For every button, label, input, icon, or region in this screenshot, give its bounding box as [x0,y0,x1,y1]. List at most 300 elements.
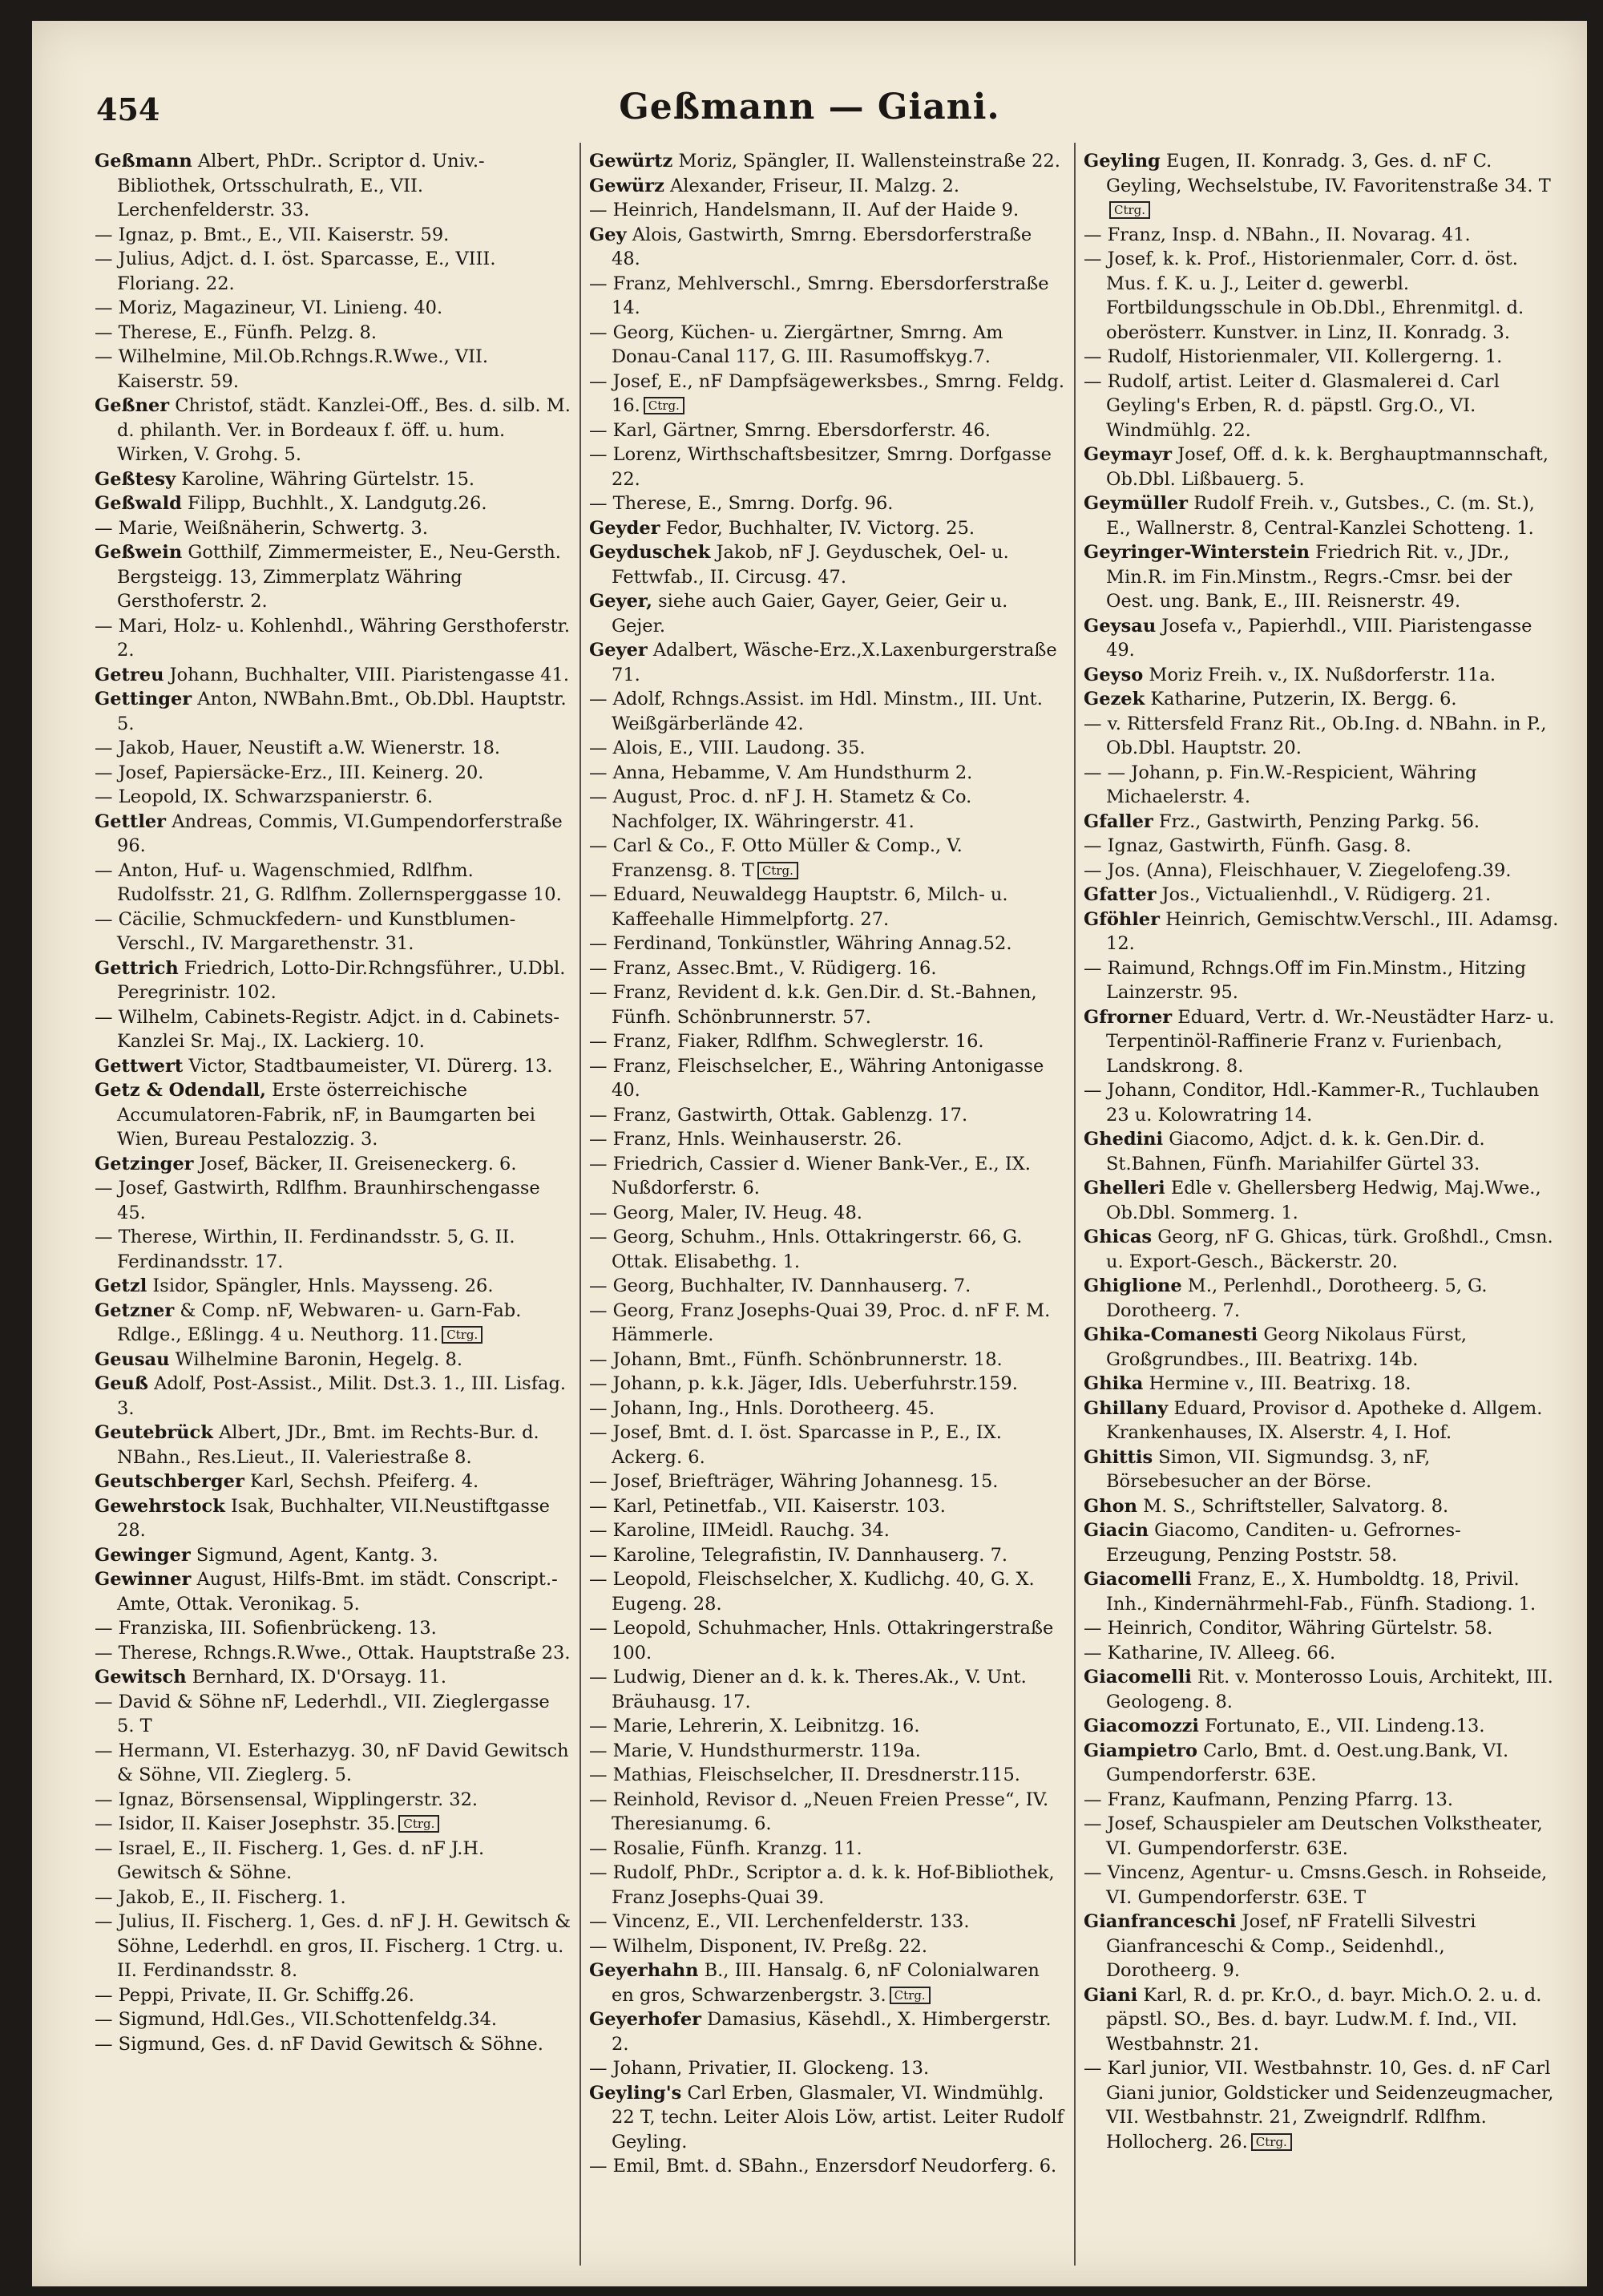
entry-details: — Heinrich, Conditor, Währing Gürtelstr. 58. [1084,1618,1493,1639]
entry-details: — Peppi, Private, II. Gr. Schiffg.26. [95,1984,414,2006]
entry-details: Carlo, Bmt. d. Oest.ung.Bank, VI. Gumpendorferstr. 63E. [1106,1740,1509,1785]
entry-details: — Therese, Wirthin, II. Ferdinandsstr. 5, G. II. Ferdinandsstr. 17. [95,1227,515,1272]
entry-details: — Karoline, IIMeidl. Rauchg. 34. [589,1520,890,1541]
directory-entry [589,516,1066,541]
entry-details: — Franz, Insp. d. NBahn., II. Novarag. 41. [1084,224,1471,245]
directory-entry [1084,1861,1561,1910]
directory-entry [589,1763,1066,1788]
directory-entry [95,1299,571,1348]
directory-entry [589,1958,1066,2007]
directory-entry [95,1152,571,1177]
entry-details: — Therese, E., Smrng. Dorfg. 96. [589,493,894,514]
entry-details: — Wilhelmine, Mil.Ob.Rchngs.R.Wwe., VII. Kaiserstr. 59. [95,346,489,392]
entry-details: — Hermann, VI. Esterhazyg. 30, nF David Gewitsch & Söhne, VII. Zieglerg. 5. [95,1740,569,1785]
directory-entry [1084,1445,1561,1494]
directory-entry [1084,859,1561,883]
entry-surname: Gianfranceschi [1084,1911,1237,1932]
directory-entry [589,1152,1066,1201]
directory-entry [589,1372,1066,1397]
entry-details: Eugen, II. Konradg. 3, Ges. d. nF C. Geyling, Wechselstube, IV. Favoritenstraße 34. T [1106,151,1551,196]
directory-entry [1084,1372,1561,1397]
entry-details: siehe auch Gaier, Gayer, Geier, Geir u. Gejer. [612,591,1008,637]
column-2 [589,149,1066,2266]
directory-entry [589,1299,1066,1348]
entry-details: — Lorenz, Wirthschaftsbesitzer, Smrng. Dorfgasse 22. [589,444,1052,490]
entry-details: Josef, nF Fratelli Silvestri Gianfranceschi & Comp., Seidenhdl., Dorotheerg. 9. [1106,1911,1476,1981]
directory-entry [589,1225,1066,1274]
directory-entry [1084,883,1561,907]
entry-surname: Gewinner [95,1569,192,1590]
entry-details: — Therese, E., Fünfh. Pelzg. 8. [95,321,377,343]
entry-details: Adalbert, Wäsche-Erz.,X.Laxenburgerstraße 71. [612,640,1057,685]
entry-details: Albert, PhDr.. Scriptor d. Univ.-Bibliothek, Ortsschulrath, E., VII. Lerchenfelderstr. 33. [117,151,485,220]
entry-details: — David & Söhne nF, Lederhdl., VII. Zieglergasse 5. T [95,1691,550,1736]
directory-columns [95,149,1585,2266]
entry-details: — Sigmund, Hdl.Ges., VII.Schottenfeldg.34. [95,2009,498,2030]
directory-entry [95,1348,571,1372]
directory-entry [95,1372,571,1421]
directory-entry [95,1469,571,1494]
entry-surname: Geßmann [95,151,192,172]
entry-details: Giacomo, Canditen- u. Gefrornes-Erzeugung, Penzing Poststr. 58. [1106,1520,1461,1566]
directory-entry [589,1910,1066,1934]
entry-details: — Franz, Kaufmann, Penzing Pfarrg. 13. [1084,1789,1454,1810]
entry-surname: Ghon [1084,1495,1137,1517]
directory-entry [95,1788,571,1813]
directory-entry [95,1176,571,1225]
entry-details: — Franz, Fleischselcher, E., Währing Antonigasse 40. [589,1055,1044,1101]
directory-entry [1084,907,1561,956]
entry-details: Josef, Bäcker, II. Greiseneckerg. 6. [193,1153,517,1174]
entry-details: — Ignaz, p. Bmt., E., VII. Kaiserstr. 59. [95,224,450,245]
directory-entry [1084,1616,1561,1641]
entry-details: — Vincenz, Agentur- u. Cmsns.Gesch. in Rohseide, VI. Gumpendorferstr. 63E. T [1084,1862,1548,1908]
entry-details: — Israel, E., II. Fischerg. 1, Ges. d. nF J.H. Gewitsch & Söhne. [95,1837,485,1883]
entry-details: — Josef, Briefträger, Währing Johannesg. 15. [589,1471,999,1492]
entry-details: — Franziska, III. Sofienbrückeng. 13. [95,1618,437,1639]
entry-details: — Marie, Weißnäherin, Schwertg. 3. [95,517,429,539]
entry-details: — Mathias, Fleischselcher, II. Dresdnerstr.115. [589,1764,1020,1785]
directory-entry [95,516,571,541]
directory-entry [1084,810,1561,835]
entry-details: — Eduard, Neuwaldegg Hauptstr. 6, Milch- u. Kaffeehalle Himmelpfortg. 27. [589,884,1008,930]
entry-details: — Ignaz, Gastwirth, Fünfh. Gasg. 8. [1084,835,1411,856]
entry-details: — Josef, Gastwirth, Rdlfhm. Braunhirschengasse 45. [95,1178,540,1223]
entry-details: August, Hilfs-Bmt. im städt. Conscript.-Amte, Ottak. Veronikag. 5. [117,1569,558,1615]
directory-entry [1084,1397,1561,1445]
entry-surname: Ghicas [1084,1227,1153,1247]
entry-details: — Johann, Conditor, Hdl.-Kammer-R., Tuchlauben 23 u. Kolowratring 14. [1084,1080,1540,1126]
entry-details: — Carl & Co., F. Otto Müller & Comp., V. Franzensg. 8. T [589,835,963,881]
entry-details: Georg Nikolaus Fürst, Großgrundbes., III. Beatrixg. 14b. [1106,1324,1467,1370]
entry-surname: Geßwald [95,493,182,514]
entry-surname: Geyer [589,640,648,661]
entry-surname: Gfatter [1084,884,1157,905]
telephone-mark: Ctrg. [442,1326,483,1344]
directory-entry [95,1225,571,1274]
entry-surname: Geusau [95,1348,170,1370]
directory-entry [1084,687,1561,712]
entry-details: — Adolf, Rchngs.Assist. im Hdl. Minstm., III. Unt. Weißgärberlände 42. [589,689,1043,734]
directory-entry [589,1421,1066,1469]
directory-entry [589,1714,1066,1739]
directory-entry [589,1665,1066,1714]
directory-entry [1084,1788,1561,1813]
entry-details: — Therese, Rchngs.R.Wwe., Ottak. Hauptstraße 23. [95,1642,571,1663]
directory-entry [95,785,571,810]
directory-entry [1084,247,1561,345]
entry-details: Friedrich Rit. v., JDr., Min.R. im Fin.Minstm., Regrs.-Cmsr. bei der Oest. ung. Bank, E., III. Reisnerstr. 49. [1106,542,1512,612]
directory-entry [1084,663,1561,688]
entry-surname: Gey [589,224,627,245]
entry-details: Adolf, Post-Assist., Milit. Dst.3. 1., III. Lisfag. 3. [117,1373,566,1419]
entry-details: Jakob, nF J. Geyduschek, Oel- u. Fettwfab., II. Circusg. 47. [612,542,1009,588]
directory-entry [589,883,1066,932]
entry-details: Josefa v., Papierhdl., VIII. Piaristengasse 49. [1106,615,1532,661]
directory-entry [95,1739,571,1788]
entry-details: — Leopold, Schuhmacher, Hnls. Ottakringerstraße 100. [589,1618,1054,1663]
directory-entry [95,810,571,859]
entry-details: Johann, Buchhalter, VIII. Piaristengasse 41. [164,664,569,685]
entry-details: — Friedrich, Cassier d. Wiener Bank-Ver., E., IX. Nußdorferstr. 6. [589,1153,1031,1199]
entry-surname: Giacomelli [1084,1667,1192,1688]
entry-details: — Georg, Maler, IV. Heug. 48. [589,1202,862,1223]
directory-entry [589,321,1066,370]
entry-surname: Getzinger [95,1153,194,1174]
directory-entry [95,1837,571,1886]
directory-entry [589,1543,1066,1568]
entry-details: Gotthilf, Zimmermeister, E., Neu-Gersth. Bergsteigg. 13, Zimmerplatz Währing Gersthoferstr. 2. [117,542,561,612]
entry-details: Andreas, Commis, VI.Gumpendorferstraße 96. [117,810,563,856]
directory-entry [1084,1176,1561,1225]
entry-details: — Rosalie, Fünfh. Kranzg. 11. [589,1837,862,1859]
entry-surname: Ghittis [1084,1446,1153,1468]
entry-surname: Gettrich [95,957,179,979]
entry-details: — Johann, Privatier, II. Glockeng. 13. [589,2058,930,2079]
directory-entry [1084,149,1561,223]
directory-entry [589,1837,1066,1861]
entry-details: Hermine v., III. Beatrixg. 18. [1143,1373,1411,1394]
directory-entry [95,907,571,956]
directory-entry [95,859,571,907]
entry-details: — Josef, k. k. Prof., Historienmaler, Corr. d. öst. Mus. f. K. u. J., Leiter d. gewerbl. Fortbildungsschule in Ob.Dbl., Ehrenmitgl. d. oberösterr. Kunstver. in Linz, II. Konradg. 3. [1084,249,1524,343]
directory-entry [589,491,1066,516]
entry-surname: Geyerhofer [589,2009,701,2030]
entry-surname: Ghiglione [1084,1275,1182,1296]
entry-surname: Geßwein [95,542,183,563]
entry-surname: Geyder [589,517,660,539]
entry-surname: Gettinger [95,689,192,709]
entry-details: — Jakob, E., II. Fischerg. 1. [95,1886,346,1908]
directory-entry [1084,1739,1561,1788]
entry-details: — Franz, Hnls. Weinhauserstr. 26. [589,1129,902,1150]
directory-entry [589,198,1066,223]
entry-surname: Gewehrstock [95,1495,225,1517]
directory-entry [95,1910,571,1983]
page-header [32,21,1587,141]
entry-details: Isak, Buchhalter, VII.Neustiftgasse 28. [117,1495,550,1541]
directory-entry [1084,1127,1561,1176]
entry-details: — August, Proc. d. nF J. H. Stametz & Co. Nachfolger, IX. Währingerstr. 41. [589,786,972,832]
directory-entry [95,321,571,346]
entry-details: Friedrich, Lotto-Dir.Rchngsführer., U.Dbl. Peregrinistr. 102. [117,957,566,1003]
entry-details: Karl, Sechsh. Pfeiferg. 4. [244,1471,479,1492]
telephone-mark: Ctrg. [1251,2133,1292,2151]
entry-details: — Franz, Assec.Bmt., V. Rüdigerg. 16. [589,957,937,979]
directory-entry [589,956,1066,981]
directory-entry [1084,956,1561,1005]
entry-surname: Geßner [95,395,170,416]
directory-entry [1084,491,1561,540]
entry-details: Erste österreichische Accumulatoren-Fabrik, nF, in Baumgarten bei Wien, Bureau Pestalozzig. 3. [117,1080,535,1150]
entry-surname: Geßtesy [95,468,176,490]
entry-details: Filipp, Buchhlt., X. Landgutg.26. [181,493,487,514]
entry-details: — Reinhold, Revisor d. „Neuen Freien Presse“, IV. Theresianumg. 6. [589,1789,1049,1834]
entry-details: Damasius, Käsehdl., X. Himbergerstr. 2. [612,2009,1052,2055]
directory-entry [589,443,1066,491]
directory-entry [589,1616,1066,1665]
directory-entry [95,296,571,321]
entry-details: — Isidor, II. Kaiser Josephstr. 35. [95,1813,396,1834]
directory-entry [589,1054,1066,1103]
entry-surname: Gfrorner [1084,1006,1173,1028]
entry-details: — Julius, Adjct. d. I. öst. Sparcasse, E., VIII. Floriang. 22. [95,249,496,294]
directory-entry [589,1103,1066,1128]
entry-details: Christof, städt. Kanzlei-Off., Bes. d. silb. M. d. philanth. Ver. in Bordeaux f. öff. u. hum. Wirken, V. Grohg. 5. [117,395,571,465]
directory-entry [95,1005,571,1054]
directory-entry [1084,345,1561,370]
directory-entry [95,614,571,663]
entry-details: — Anton, Huf- u. Wagenschmied, Rdlfhm. Rudolfsstr. 21, G. Rdlfhm. Zollernsperggasse 10. [95,859,562,905]
entry-surname: Geymayr [1084,444,1172,465]
entry-details: Bernhard, IX. D'Orsayg. 11. [186,1667,446,1688]
directory-entry [1084,1078,1561,1127]
directory-entry [95,467,571,492]
directory-entry [1084,223,1561,248]
directory-entry [589,1567,1066,1616]
directory-entry [589,2081,1066,2155]
directory-entry [589,1739,1066,1764]
directory-page [32,21,1587,2286]
directory-entry [95,394,571,467]
entry-details: Fedor, Buchhalter, IV. Victorg. 25. [660,517,975,539]
entry-details: — Katharine, IV. Alleeg. 66. [1084,1642,1336,1663]
directory-entry [95,1567,571,1616]
column-3 [1084,149,1561,2266]
entry-details: — Georg, Küchen- u. Ziergärtner, Smrng. Am Donau-Canal 117, G. III. Rasumoffskyg.7. [589,321,1003,367]
directory-entry [589,932,1066,956]
entry-surname: Geyling's [589,2082,682,2104]
directory-entry [95,1641,571,1666]
entry-surname: Geyringer-Winterstein [1084,542,1310,563]
directory-entry [1084,761,1561,810]
entry-surname: Ghillany [1084,1397,1169,1419]
entry-details: Heinrich, Gemischtw.Verschl., III. Adamsg. 12. [1106,908,1559,954]
directory-entry [95,223,571,248]
entry-details: — Cäcilie, Schmuckfedern- und Kunstblumen-Verschl., IV. Margarethenstr. 31. [95,908,516,954]
entry-details: — Heinrich, Handelsmann, II. Auf der Haide 9. [589,200,1020,220]
entry-details: Simon, VII. Sigmundsg. 3, nF, Börsebesucher an der Börse. [1106,1446,1431,1492]
directory-entry [95,1983,571,2008]
entry-surname: Geyling [1084,151,1161,172]
entry-surname: Geyso [1084,664,1144,685]
entry-surname: Getreu [95,664,164,685]
entry-details: Wilhelmine Baronin, Hegelg. 8. [169,1348,463,1370]
directory-entry [1084,540,1561,614]
directory-entry [1084,1225,1561,1274]
directory-entry [95,1543,571,1568]
entry-details: Alois, Gastwirth, Smrng. Ebersdorferstraße 48. [612,224,1032,269]
entry-details: — Sigmund, Ges. d. nF David Gewitsch & Söhne. [95,2033,543,2055]
directory-entry [589,638,1066,687]
entry-details: — — Johann, p. Fin.W.-Respicient, Währing Michaelerstr. 4. [1084,762,1477,807]
directory-entry [1084,1274,1561,1323]
entry-surname: Gfaller [1084,810,1153,832]
directory-entry [589,1127,1066,1152]
directory-entry [1084,834,1561,859]
telephone-mark: Ctrg. [757,862,798,879]
entry-details: — Jakob, Hauer, Neustift a.W. Wienerstr. 18. [95,738,501,758]
entry-details: Edle v. Ghellersberg Hedwig, Maj.Wwe., Ob.Dbl. Sommerg. 1. [1106,1178,1541,1223]
directory-entry [95,663,571,688]
entry-details: — Josef, Papiersäcke-Erz., III. Keinerg. 20. [95,762,484,783]
directory-entry [589,687,1066,736]
entry-details: Eduard, Provisor d. Apotheke d. Allgem. Krankenhauses, IX. Alserstr. 4, I. Hof. [1106,1397,1543,1443]
directory-entry [1084,370,1561,443]
entry-details: Moriz Freih. v., IX. Nußdorferstr. 11a. [1143,664,1496,685]
entry-surname: Gföhler [1084,908,1160,930]
directory-entry [95,2007,571,2032]
entry-details: — Rudolf, Historienmaler, VII. Kollergerng. 1. [1084,346,1503,367]
directory-entry [95,1812,571,1837]
entry-details: — Franz, Fiaker, Rdlfhm. Schweglerstr. 16. [589,1031,984,1052]
entry-surname: Gettler [95,810,167,832]
directory-entry [589,1348,1066,1372]
directory-entry [589,2154,1066,2179]
page-number: 454 [96,91,160,127]
directory-entry [1084,712,1561,761]
entry-surname: Getzner [95,1300,175,1321]
entry-details: — Georg, Franz Josephs-Quai 39, Proc. d. nF F. M. Hämmerle. [589,1300,1051,1345]
entry-surname: Getz & Odendall, [95,1080,266,1101]
entry-surname: Gewitsch [95,1667,187,1688]
entry-details: — Marie, Lehrerin, X. Leibnitzg. 16. [589,1716,920,1736]
entry-details: — Julius, II. Fischerg. 1, Ges. d. nF J. H. Gewitsch & Söhne, Lederhdl. en gros, II. Fischerg. 1 Ctrg. u. II. Ferdinandsstr. 8. [95,1911,571,1981]
directory-entry [95,1274,571,1299]
entry-details: Josef, Off. d. k. k. Berghauptmannschaft, Ob.Dbl. Lißbauerg. 5. [1106,444,1549,490]
entry-details: — Alois, E., VIII. Laudong. 35. [589,738,866,758]
entry-details: Albert, JDr., Bmt. im Rechts-Bur. d. NBahn., Res.Lieut., II. Valeriestraße 8. [117,1422,539,1468]
directory-entry [589,1861,1066,1910]
directory-entry [589,2007,1066,2056]
entry-details: — Moriz, Magazineur, VI. Linieng. 40. [95,297,443,318]
directory-entry [95,687,571,736]
entry-surname: Geutebrück [95,1422,213,1443]
entry-surname: Getzl [95,1275,147,1296]
directory-entry [1084,1910,1561,1983]
entry-details: — Ignaz, Börsensensal, Wipplingerstr. 32. [95,1789,478,1810]
directory-entry [589,223,1066,272]
entry-details: Alexander, Friseur, II. Malzg. 2. [664,175,959,196]
directory-entry [95,2032,571,2057]
directory-entry [589,785,1066,834]
entry-details: — Wilhelm, Disponent, IV. Preßg. 22. [589,1935,928,1957]
directory-entry [1084,1494,1561,1519]
directory-entry [589,761,1066,786]
directory-entry [589,1201,1066,1226]
directory-entry [1084,614,1561,663]
entry-surname: Geysau [1084,615,1157,637]
entry-details: Katharine, Putzerin, IX. Bergg. 6. [1145,689,1457,709]
entry-details: — Josef, Schauspieler am Deutschen Volkstheater, VI. Gumpendorferstr. 63E. [1084,1813,1543,1859]
directory-entry [95,149,571,223]
entry-details: — Karoline, Telegrafistin, IV. Dannhauserg. 7. [589,1544,1008,1566]
entry-details: — Karl, Gärtner, Smrng. Ebersdorferstr. 46. [589,419,991,441]
entry-surname: Gewürz [589,175,664,196]
entry-details: — Ferdinand, Tonkünstler, Währing Annag.52. [589,933,1012,954]
directory-entry [589,174,1066,199]
entry-details: — Anna, Hebamme, V. Am Hundsthurm 2. [589,762,973,783]
entry-details: Moriz, Spängler, II. Wallensteinstraße 22. [672,151,1060,172]
entry-surname: Geyer, [589,591,652,612]
entry-surname: Geymüller [1084,493,1189,514]
entry-details: — Rudolf, artist. Leiter d. Glasmalerei d. Carl Geyling's Erben, R. d. päpstl. Grg.O., VI. Windmühlg. 22. [1084,370,1500,441]
directory-entry [589,272,1066,321]
telephone-mark: Ctrg. [1109,201,1150,219]
entry-details: Giacomo, Adjct. d. k. k. Gen.Dir. d. St.Bahnen, Fünfh. Mariahilfer Gürtel 33. [1106,1129,1485,1174]
entry-details: — Karl, Petinetfab., VII. Kaiserstr. 103. [589,1495,946,1517]
entry-details: — Georg, Buchhalter, IV. Dannhauserg. 7. [589,1275,971,1296]
entry-details: M., Perlenhdl., Dorotheerg. 5, G. Dorotheerg. 7. [1106,1275,1488,1321]
entry-details: M. S., Schriftsteller, Salvatorg. 8. [1137,1495,1449,1517]
directory-entry [589,1274,1066,1299]
directory-entry [589,736,1066,761]
directory-entry [1084,1641,1561,1666]
entry-details: — Karl junior, VII. Westbahnstr. 10, Ges. d. nF Carl Giani junior, Goldsticker und Seidenzeugmacher, VII. Westbahnstr. 21, Zweigndrlf. Rdlfhm. Hollocherg. 26. [1084,2058,1554,2152]
entry-surname: Ghika-Comanesti [1084,1324,1258,1345]
entry-surname: Gewinger [95,1544,191,1566]
entry-details: — Leopold, Fleischselcher, X. Kudlichg. 40, G. X. Eugeng. 28. [589,1569,1035,1615]
running-title: Geßmann — Giani. [619,87,1000,127]
directory-entry [95,345,571,394]
directory-entry [95,1616,571,1641]
entry-details: Fortunato, E., VII. Lindeng.13. [1198,1716,1485,1736]
directory-entry [95,540,571,614]
directory-entry [95,1886,571,1910]
entry-details: Karl, R. d. pr. Kr.O., d. bayr. Mich.O. 2. u. d. päpstl. SO., Bes. d. bayr. Ludw.M. f. Ind., VII. Westbahnstr. 21. [1106,1984,1542,2055]
directory-entry [1084,1983,1561,2057]
entry-surname: Ghedini [1084,1129,1164,1150]
entry-surname: Giacomozzi [1084,1716,1199,1736]
directory-entry [589,149,1066,174]
entry-details: Rudolf Freih. v., Gutsbes., C. (m. St.), E., Wallnerstr. 8, Central-Kanzlei Schotteng. 1. [1106,493,1535,539]
directory-entry [95,1494,571,1543]
directory-entry [95,736,571,761]
directory-entry [1084,1812,1561,1861]
directory-entry [1084,443,1561,491]
entry-details: — v. Rittersfeld Franz Rit., Ob.Ing. d. NBahn. in P., Ob.Dbl. Hauptstr. 20. [1084,713,1547,758]
entry-surname: Giacin [1084,1520,1149,1541]
directory-entry [589,1397,1066,1421]
directory-entry [589,834,1066,883]
entry-surname: Giani [1084,1984,1138,2006]
entry-details: Georg, nF G. Ghicas, türk. Großhdl., Cmsn. u. Export-Gesch., Bäckerstr. 20. [1106,1227,1553,1272]
entry-details: — Johann, Bmt., Fünfh. Schönbrunnerstr. 18. [589,1348,1003,1370]
entry-details: — Franz, Mehlverschl., Smrng. Ebersdorferstraße 14. [589,273,1049,318]
directory-entry [589,1029,1066,1054]
directory-entry [589,1494,1066,1519]
directory-entry [589,1518,1066,1543]
